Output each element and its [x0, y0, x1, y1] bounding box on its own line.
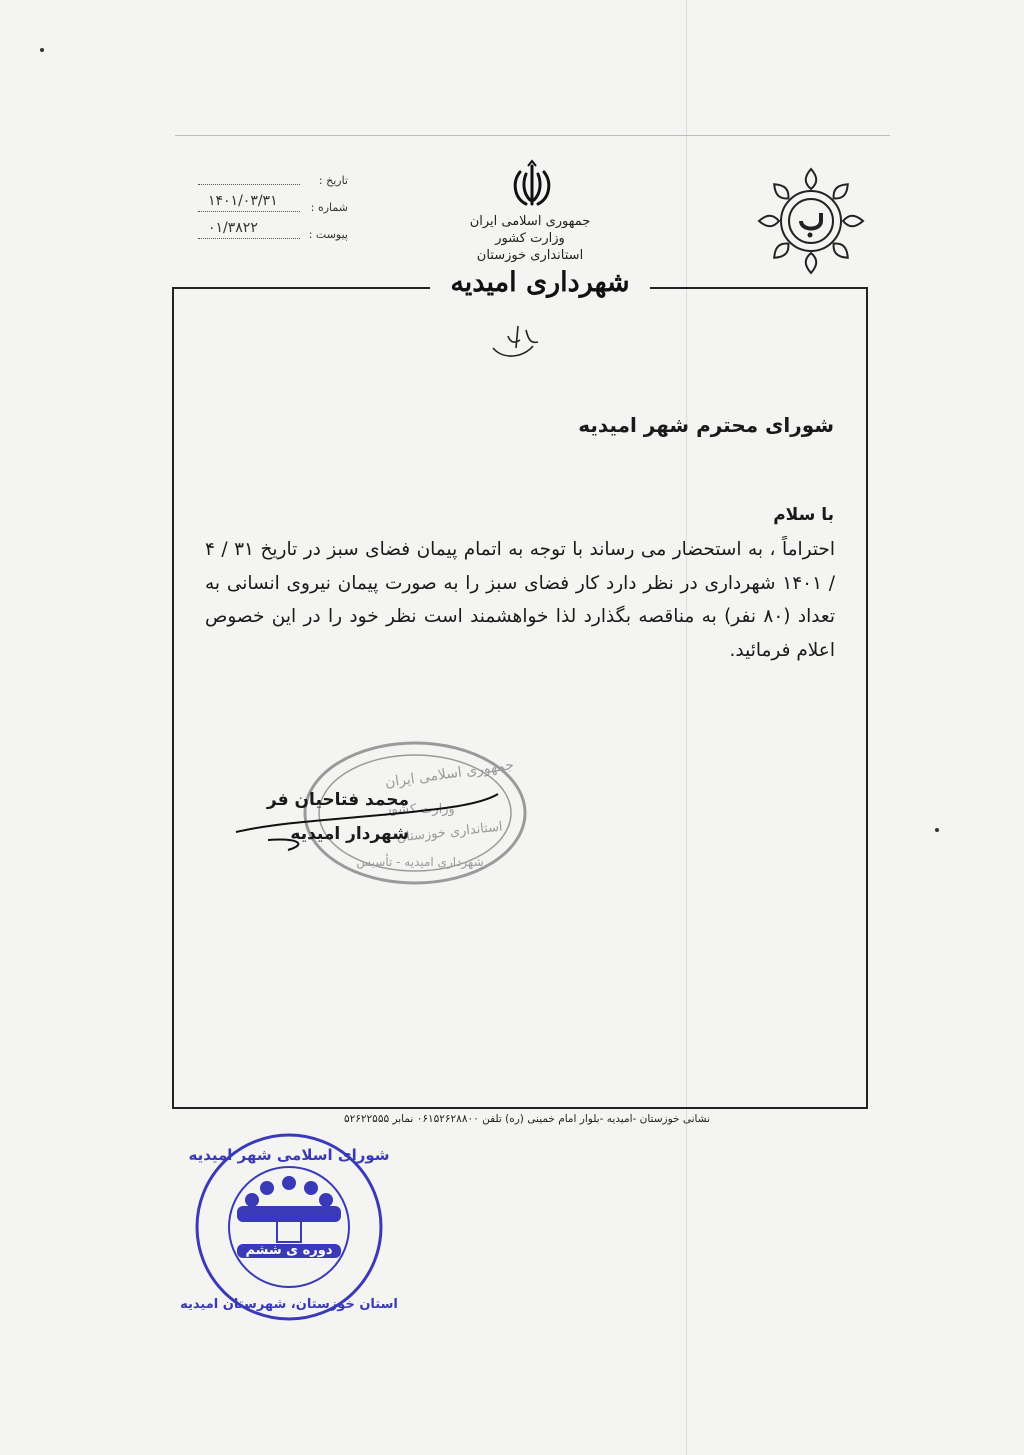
header-ministry: وزارت کشور: [495, 231, 565, 246]
signer-block: [267, 790, 409, 844]
number-value: ۱۴۰۱/۰۳/۳۱: [208, 193, 278, 209]
signer-name: محمد فتاحیان فر: [266, 790, 409, 810]
number-label: شماره :: [310, 201, 348, 214]
date-label: تاریخ :: [318, 174, 348, 187]
attachment-label: پیوست :: [308, 228, 348, 241]
letter-salutation: شورای محترم شهر امیدیه: [578, 413, 834, 437]
council-stamp: [180, 1130, 398, 1325]
blue-stamp-line-1: شورای اسلامی شهر امیدیه: [188, 1146, 390, 1164]
municipality-title: شهرداری امیدیه: [430, 267, 650, 298]
blue-stamp-line-3: استان خوزستان، شهرستان امیدیه: [180, 1297, 398, 1312]
footer-address: نشانی خوزستان -امیدیه -بلوار امام خمینی (ره) تلفن ۰۶۱۵۲۶۲۸۸۰۰ نمابر ۵۲۶۲۲۵۵۵: [343, 1113, 710, 1125]
scan-speck: [935, 828, 939, 832]
handwritten-mark: [488, 318, 548, 363]
letter-meta: [198, 172, 348, 253]
gray-stamp-line-3: استانداری خوزستان: [395, 819, 504, 846]
municipality-logo-icon: [752, 165, 870, 275]
letter-body: احتراماً ، به استحضار می رساند با توجه به اتمام پیمان فضای سبز در تاریخ ۳۱ / ۴ / ۱۴۰۱ شهرداری در نظر دارد کار فضای سبز را به صورت پیمان نیروی انسانی به تعداد (۸۰ نفر) به مناقصه بگذارد لذا خواهشمند است نظر خود را در این خصوص اعلام فرمائید.: [205, 539, 835, 661]
scan-speck: [40, 48, 44, 52]
signer-title: شهردار امیدیه: [290, 824, 409, 844]
attachment-value: ۰۱/۳۸۲۲: [208, 220, 258, 236]
letter-greeting: با سلام: [773, 505, 834, 525]
gray-stamp-line-2: وزارت کشور: [385, 802, 455, 817]
blue-stamp-line-2: دوره ی ششم: [245, 1243, 333, 1258]
letter-header: [430, 158, 630, 264]
letter-frame: [172, 287, 868, 1109]
header-republic: جمهوری اسلامی ایران: [469, 214, 591, 229]
gray-stamp-line-4: شهرداری امیدیه - تأسیس: [356, 855, 484, 869]
gray-stamp-line-1: جمهوری اسلامی ایران: [384, 757, 515, 791]
top-rule: [175, 135, 890, 136]
header-governorate: استانداری خوزستان: [476, 248, 584, 263]
meta-attachment: [198, 220, 348, 253]
